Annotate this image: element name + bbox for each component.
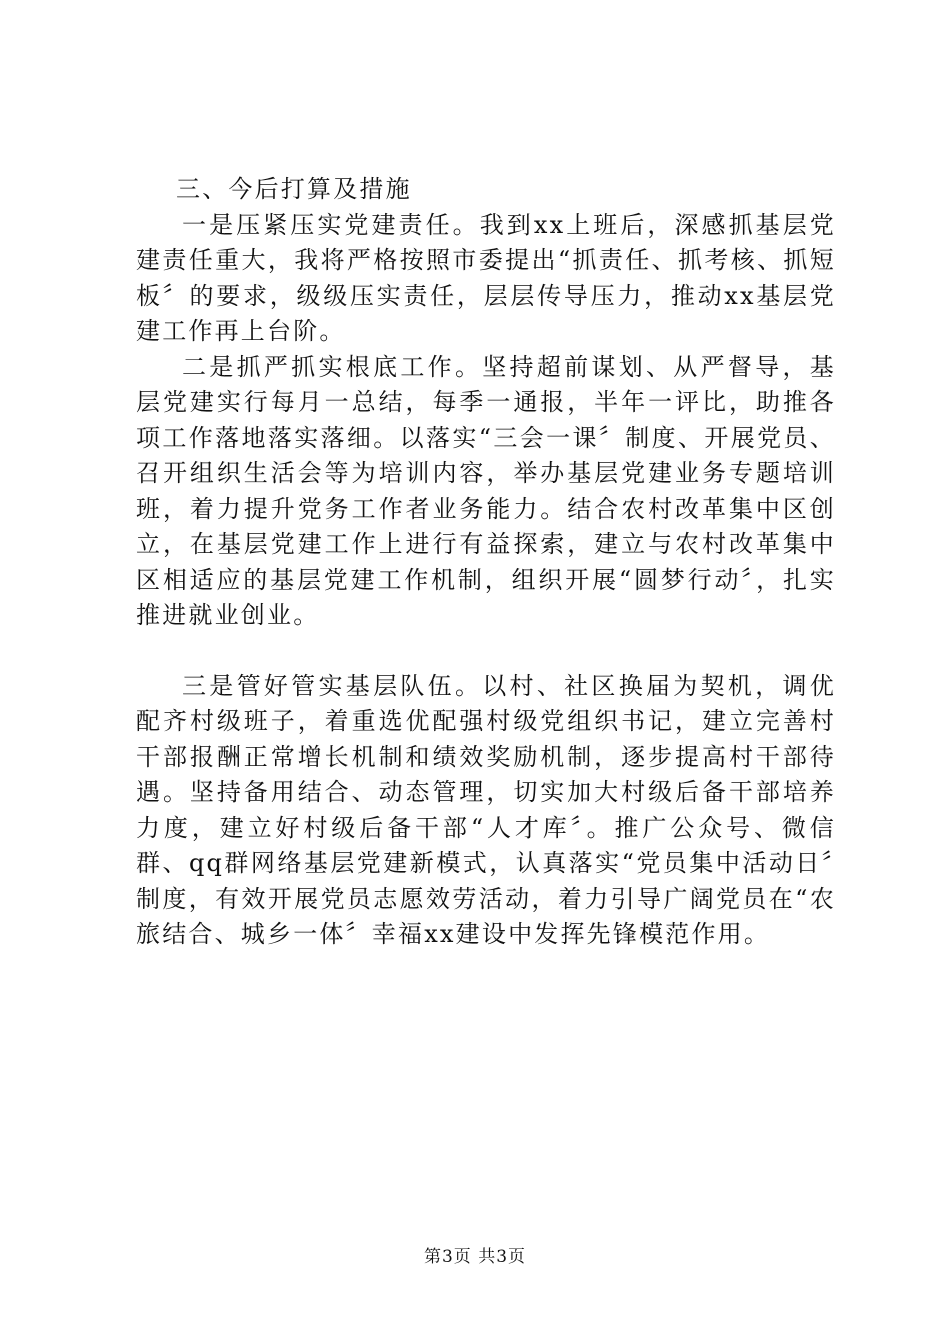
document-body [136, 172, 836, 953]
paragraph-2: 二是抓严抓实根底工作。坚持超前谋划、从严督导，基层党建实行每月一总结，每季一通报，半年一评比，助推各项工作落地落实落细。以落实“三会一课〞制度、开展党员、召开组织生活会等为培训内容，举办基层党建业务专题培训班，着力提升党务工作者业务能力。结合农村改革集中区创立，在基层党建工作上进行有益探索，建立与农村改革集中区相适应的基层党建工作机制，组织开展“圆梦行动〞，扎实推进就业创业。 [136, 352, 836, 629]
paragraph-1: 一是压紧压实党建责任。我到xx上班后，深感抓基层党建责任重大，我将严格按照市委提出“抓责任、抓考核、抓短板〞的要求，级级压实责任，层层传导压力，推动xx基层党建工作再上台阶。 [136, 210, 836, 345]
page-number-footer: 第3页 共3页 [423, 1247, 527, 1267]
section-heading: 三、今后打算及措施 [176, 175, 412, 203]
paragraph-3: 三是管好管实基层队伍。以村、社区换届为契机，调优配齐村级班子，着重选优配强村级党组织书记，建立完善村干部报酬正常增长机制和绩效奖励机制，逐步提高村干部待遇。坚持备用结合、动态管理，切实加大村级后备干部培养力度，建立好村级后备干部“人才库〞。推广公众号、微信群、qq群网络基层党建新模式，认真落实“党员集中活动日〞制度，有效开展党员志愿效劳活动，着力引导广阔党员在“农旅结合、城乡一体〞幸福xx建设中发挥先锋模范作用。 [136, 671, 836, 948]
